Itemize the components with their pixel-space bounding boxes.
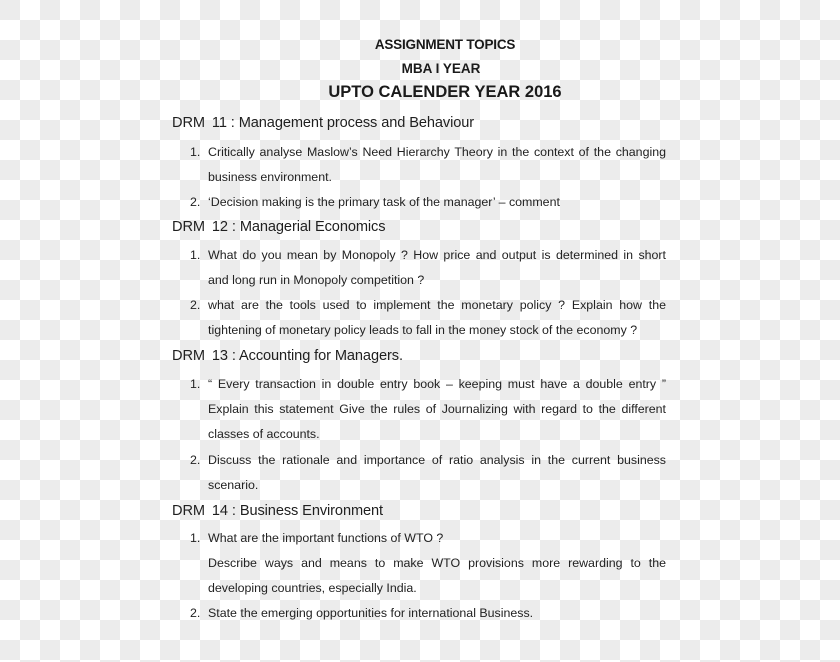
item-text-line: developing countries, especially India. xyxy=(208,581,417,595)
document-title: ASSIGNMENT TOPICS xyxy=(374,37,516,52)
item-text-line: classes of accounts. xyxy=(208,427,320,441)
item-text-line: and long run in Monopoly competition ? xyxy=(208,273,425,287)
section-separator: : xyxy=(227,219,240,235)
item-text-line: business environment. xyxy=(208,170,332,184)
section-heading-drm11 xyxy=(172,115,474,131)
section-heading-drm13 xyxy=(172,348,403,364)
item-number: 2. xyxy=(190,606,201,620)
item-number: 2. xyxy=(190,298,201,312)
item-number: 1. xyxy=(190,377,201,391)
item-text-line: Explain this statement Give the rules of Journalizing with regard to the different xyxy=(208,402,666,416)
item-text-line: State the emerging opportunities for international Business. xyxy=(208,606,534,620)
year-subtitle: UPTO CALENDER YEAR 2016 xyxy=(328,83,562,101)
item-number: 2. xyxy=(190,453,201,467)
section-code: DRM 14 xyxy=(172,503,228,519)
item-text-line: what are the tools used to implement the monetary policy ? Explain how the xyxy=(208,298,666,312)
item-number: 1. xyxy=(190,248,201,262)
item-text-line: ‘Decision making is the primary task of the manager’ – comment xyxy=(208,195,560,209)
item-text-line: “ Every transaction in double entry book – keeping must have a double entry ” xyxy=(208,377,666,391)
section-heading-drm14 xyxy=(172,503,383,519)
section-title: Business Environment xyxy=(239,503,384,519)
section-separator: : xyxy=(226,115,239,131)
item-text-line: tightening of monetary policy leads to fall in the money stock of the economy ? xyxy=(208,323,638,337)
section-separator: : xyxy=(227,503,240,519)
item-number: 1. xyxy=(190,531,201,545)
item-text-line: Describe ways and means to make WTO provisions more rewarding to the xyxy=(208,556,666,570)
section-title: Accounting for Managers. xyxy=(239,348,403,364)
section-title: Management process and Behaviour xyxy=(238,115,475,131)
item-text-line: Critically analyse Maslow’s Need Hierarchy Theory in the context of the changing xyxy=(208,145,666,159)
item-number: 1. xyxy=(190,145,201,159)
item-text-line: Discuss the rationale and importance of ratio analysis in the current business xyxy=(208,453,666,467)
item-number: 2. xyxy=(190,195,201,209)
section-title: Managerial Economics xyxy=(239,219,386,235)
section-code: DRM 13 xyxy=(172,348,228,364)
item-text-line: scenario. xyxy=(208,478,259,492)
section-code: DRM 11 xyxy=(172,115,227,131)
item-text-line: What are the important functions of WTO ? xyxy=(208,531,444,545)
section-code: DRM 12 xyxy=(172,219,228,235)
item-text-line: What do you mean by Monopoly ? How price and output is determined in short xyxy=(208,248,666,262)
section-separator: : xyxy=(227,348,239,364)
section-heading-drm12 xyxy=(172,219,385,235)
program-subtitle: MBA I YEAR xyxy=(401,61,481,76)
